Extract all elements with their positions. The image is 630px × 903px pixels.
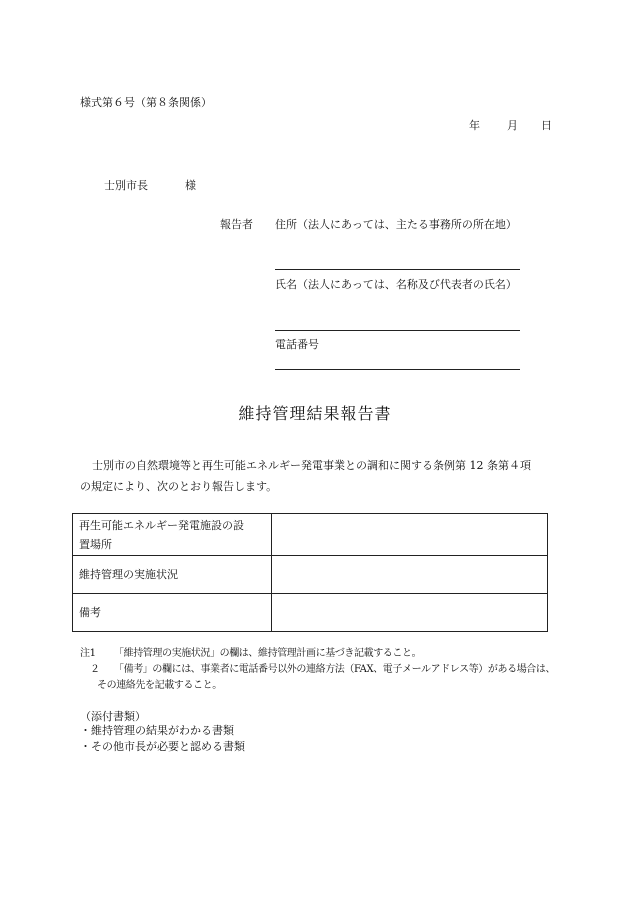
date-year-label: 年	[469, 119, 480, 132]
remarks-label: 備考	[73, 594, 272, 632]
note2-text-continued: その連絡先を記載すること。	[97, 680, 222, 691]
attachment-item: ・維持管理の結果がわかる書類	[80, 724, 234, 737]
note2-text: 「備考」の欄には、事業者に電話番号以外の連絡方法（FAX、電子メールアドレス等）がある場合は、	[114, 664, 556, 675]
installation-location-input-cell[interactable]	[272, 514, 548, 556]
body-text-line2: の規定により、次のとおり報告します。	[80, 480, 278, 493]
reporter-label: 報告者	[220, 218, 253, 231]
table-row	[73, 556, 548, 594]
address-field-line[interactable]	[275, 269, 520, 270]
addressee-honorific: 様	[185, 179, 196, 192]
form-number: 様式第６号（第８条関係）	[80, 96, 212, 109]
table-label-cell	[73, 514, 272, 556]
address-label: 住所（法人にあっては、主たる事務所の所在地）	[275, 218, 517, 231]
date-day-label: 日	[541, 119, 552, 132]
installation-location-label-line2: 置場所	[79, 537, 112, 551]
attachment-item: ・その他市長が必要と認める書類	[80, 740, 245, 753]
note1-text: 「維持管理の実施状況」の欄は、維持管理計画に基づき記載すること。	[114, 648, 422, 659]
table-row	[73, 594, 548, 632]
attachments-heading: （添付書類）	[80, 710, 146, 723]
note2-prefix: ２	[90, 664, 100, 675]
phone-field-line[interactable]	[275, 369, 520, 370]
report-table	[72, 513, 548, 632]
note1-prefix: 注1	[80, 648, 96, 659]
table-row	[73, 514, 548, 556]
document-title: 維持管理結果報告書	[238, 404, 392, 423]
maintenance-status-label: 維持管理の実施状況	[73, 556, 272, 594]
addressee-mayor: 士別市長	[104, 179, 148, 192]
name-label: 氏名（法人にあっては、名称及び代表者の氏名）	[275, 278, 517, 291]
phone-label: 電話番号	[275, 338, 319, 351]
maintenance-status-input-cell[interactable]	[272, 556, 548, 594]
date-month-label: 月	[507, 119, 518, 132]
remarks-input-cell[interactable]	[272, 594, 548, 632]
installation-location-label-line1: 再生可能エネルギー発電施設の設	[79, 518, 244, 532]
body-text-line1: 士別市の自然環境等と再生可能エネルギー発電事業との調和に関する条例第 12 条第４項	[92, 459, 531, 472]
name-field-line[interactable]	[275, 330, 520, 331]
